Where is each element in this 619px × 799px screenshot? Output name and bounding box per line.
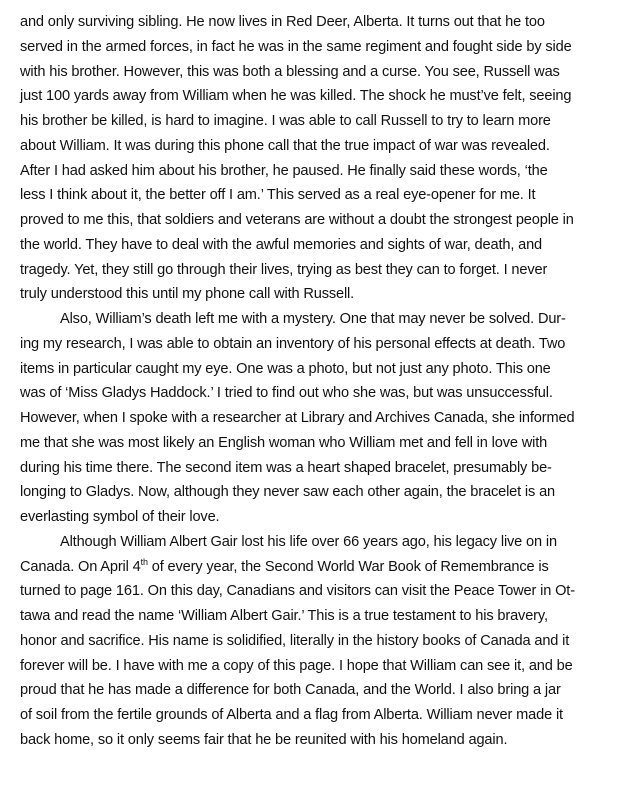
text-line: items in particular caught my eye. One was a photo, but not just any photo. This one: [20, 360, 551, 377]
text-line: ing my research, I was able to obtain an inventory of his personal effects at death. Two: [20, 335, 566, 352]
text-line: back home, so it only seems fair that he be reunited with his homeland again.: [20, 731, 508, 748]
text-line: However, when I spoke with a researcher at Library and Archives Canada, she informed: [20, 410, 575, 426]
text-line: proud that he has made a difference for both Canada, and the World. I also bring a jar: [20, 682, 561, 699]
paragraph-lines: [20, 579, 610, 752]
text-span: of every year, the Second World War Book of Remembrance is: [147, 558, 549, 575]
superscript: th: [140, 556, 148, 567]
text-line: and only surviving sibling. He now lives in Red Deer, Alberta. It turns out that he too: [20, 14, 545, 30]
text-line: [20, 555, 610, 580]
text-line: was of ‘Miss Gladys Haddock.’ I tried to find out who she was, but was unsuccessful.: [20, 385, 553, 402]
text-line: with his brother. However, this was both a blessing and a curse. You see, Russell was: [20, 63, 560, 80]
text-line: Also, William’s death left me with a mystery. One that may never be solved. Dur-: [60, 311, 566, 327]
text-line: less I think about it, the better off I am.’ This served as a real eye-opener for me. It: [20, 187, 536, 204]
document-page: [20, 10, 610, 753]
text-line: proved to me this, that soldiers and veterans are without a doubt the strongest people in: [20, 212, 574, 228]
text-line: during his time there. The second item was a heart shaped bracelet, presumably be-: [20, 459, 552, 476]
paragraph-lines: [20, 10, 610, 555]
text-line: Although William Albert Gair lost his life over 66 years ago, his legacy live on in: [60, 533, 557, 550]
text-line: everlasting symbol of their love.: [20, 509, 220, 525]
text-line: tawa and read the name ‘William Albert Gair.’ This is a true testament to his bravery,: [20, 608, 548, 624]
text-line: forever will be. I have with me a copy of this page. I hope that William can see it, and be: [20, 657, 573, 674]
text-line: his brother be killed, is hard to imagine. I was able to call Russell to try to learn more: [20, 113, 551, 129]
text-line: turned to page 161. On this day, Canadians and visitors can visit the Peace Tower in Ot-: [20, 583, 575, 600]
text-line: of soil from the fertile grounds of Alberta and a flag from Alberta. William never made it: [20, 707, 563, 723]
text-line: honor and sacrifice. His name is solidified, literally in the history books of Canada and it: [20, 632, 570, 649]
text-line: just 100 yards away from William when he was killed. The shock he must’ve felt, seeing: [20, 88, 572, 105]
text-line: served in the armed forces, in fact he was in the same regiment and fought side by side: [20, 38, 572, 55]
text-line: truly understood this until my phone call with Russell.: [20, 286, 355, 303]
text-line: the world. They have to deal with the awful memories and sights of war, death, and: [20, 236, 543, 253]
text-line: me that she was most likely an English woman who William met and fell in love with: [20, 434, 548, 451]
text-line: After I had asked him about his brother, he paused. He finally said these words, ‘the: [20, 162, 548, 179]
text-line: about William. It was during this phone call that the true impact of war was revealed.: [20, 137, 550, 154]
text-line: tragedy. Yet, they still go through their lives, trying as best they can to forget. I never: [20, 261, 548, 278]
text-line: longing to Gladys. Now, although they never saw each other again, the bracelet is an: [20, 484, 556, 501]
text-span: Canada. On April 4: [20, 558, 141, 575]
